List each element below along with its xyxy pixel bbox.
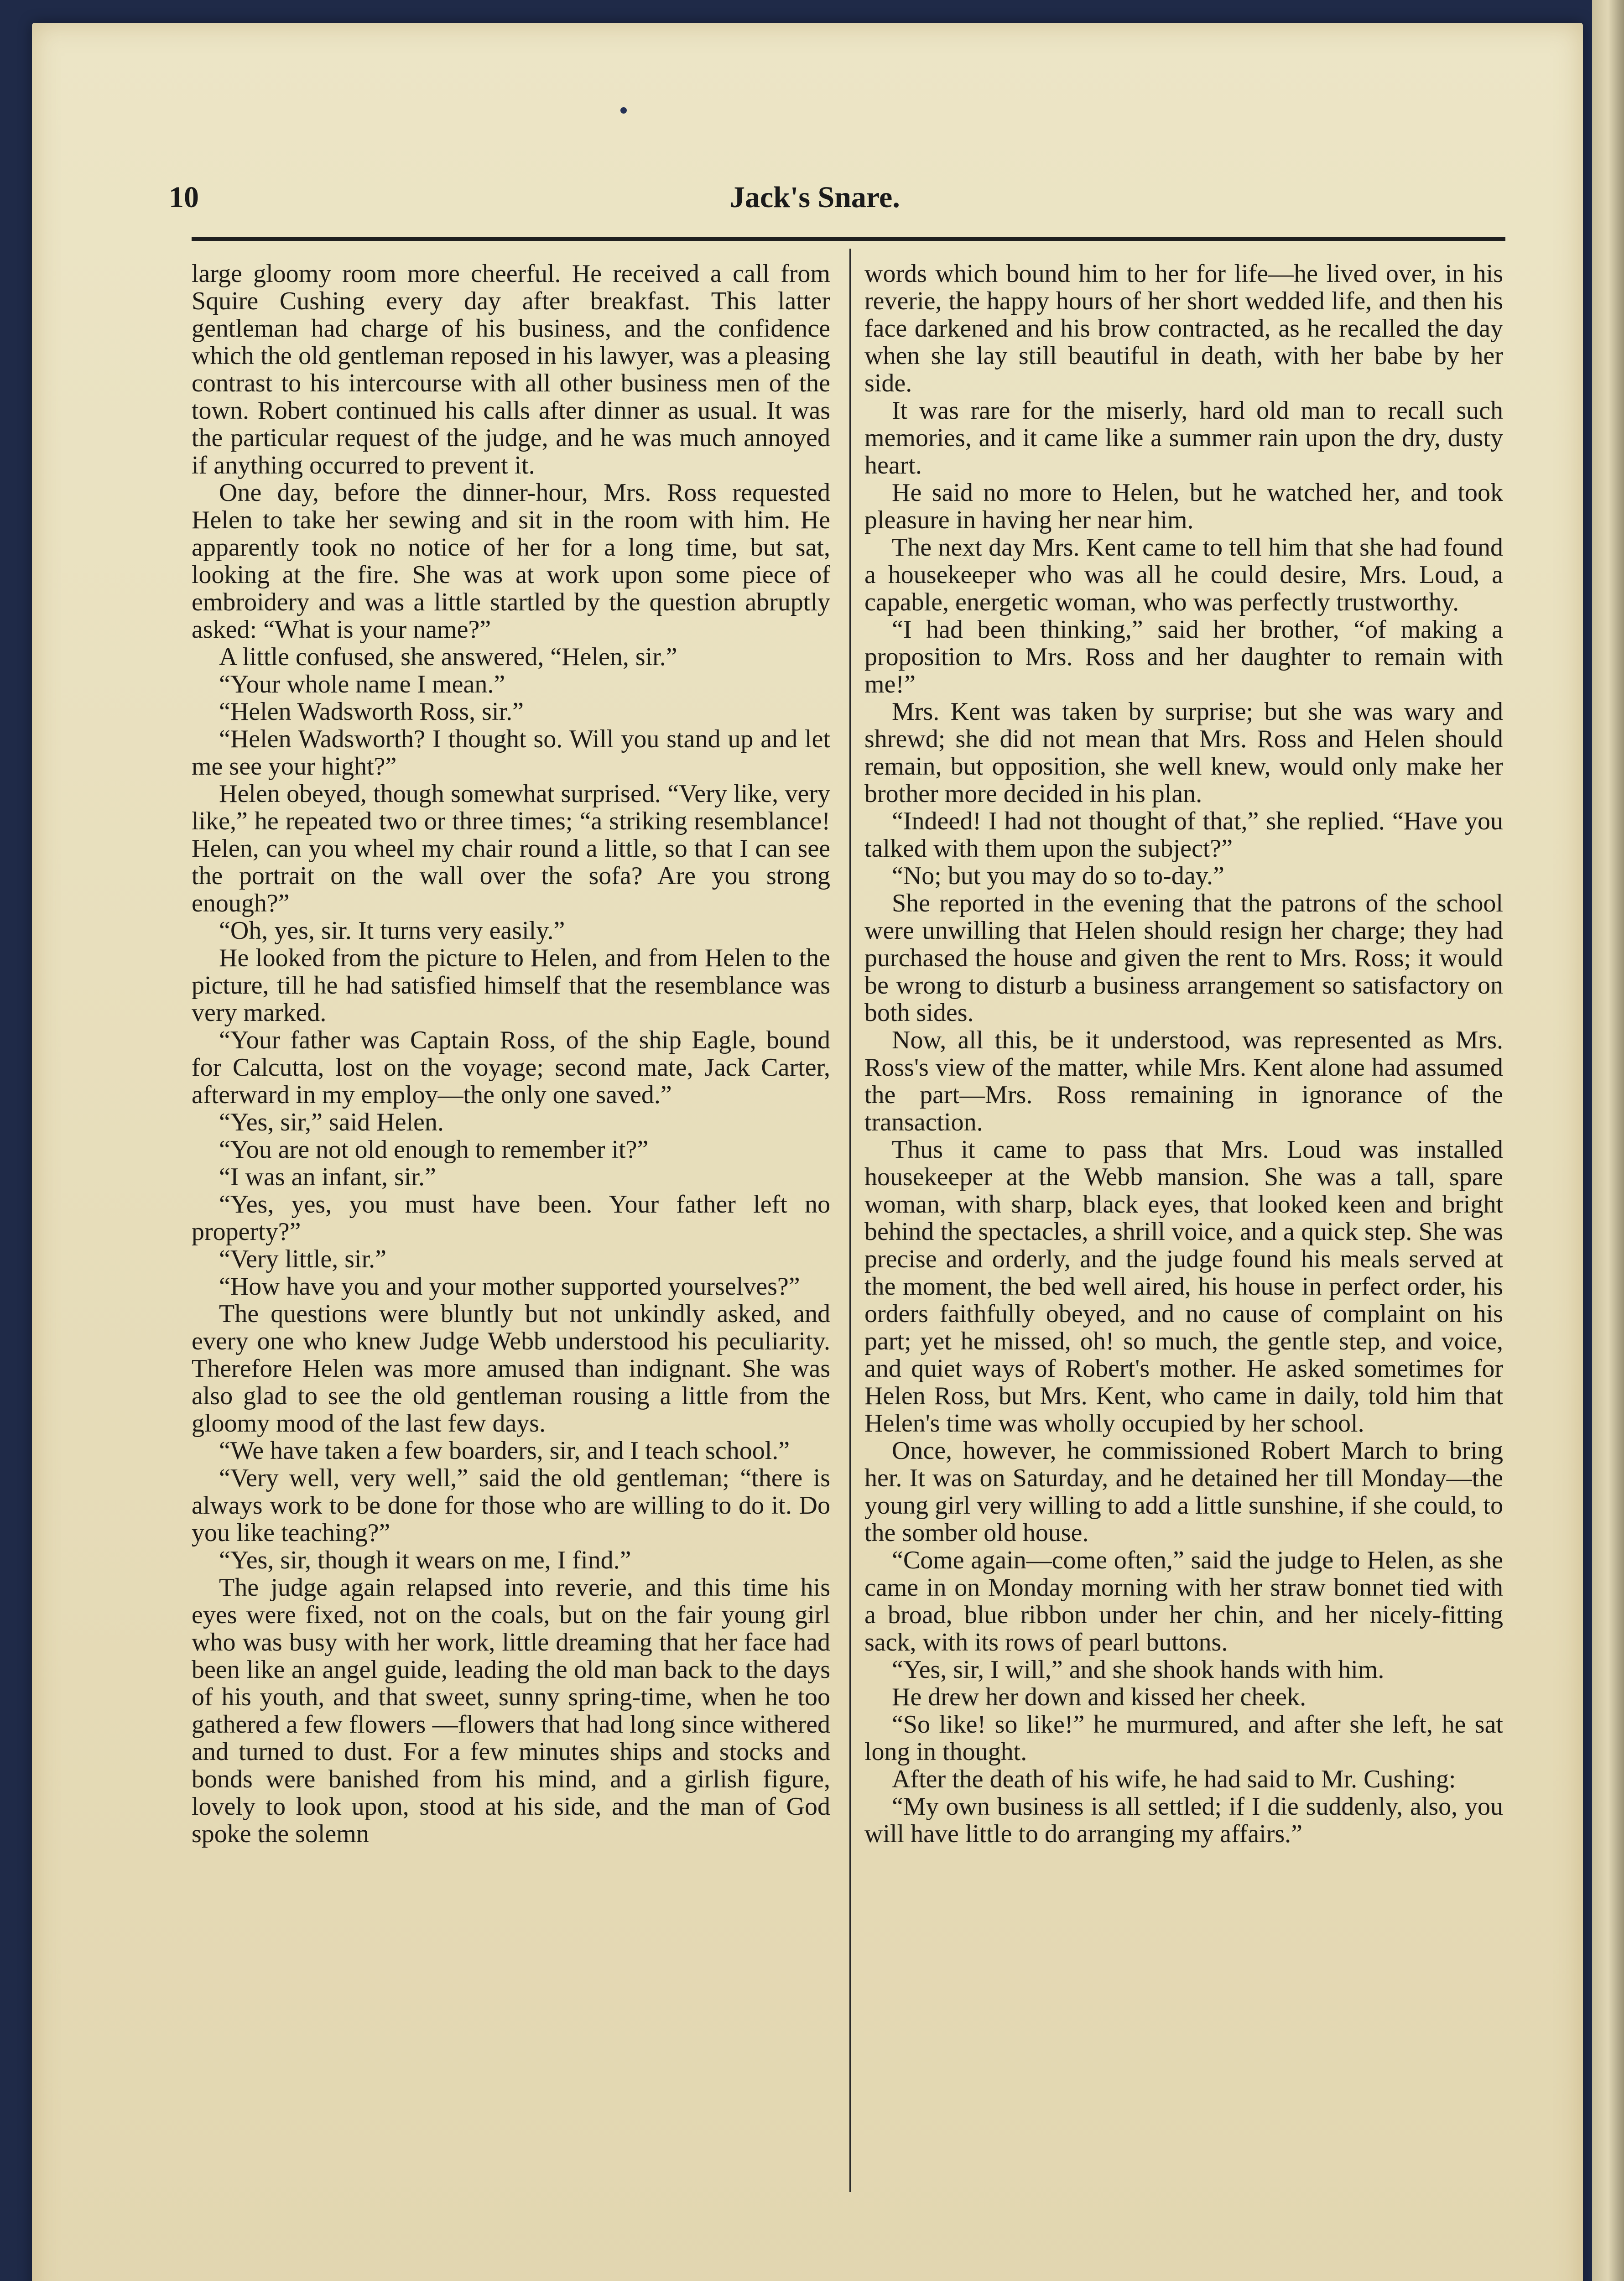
paragraph: “Helen Wadsworth? I thought so. Will you stand up and let me see your hight?” <box>192 725 830 781</box>
paragraph: It was rare for the miserly, hard old man to recall such memories, and it came like a summer rain upon the dry, dusty heart. <box>864 396 1503 479</box>
running-head-title: Jack's Snare. <box>730 181 900 214</box>
paragraph: The next day Mrs. Kent came to tell him that she had found a housekeeper who was all he could desire, Mrs. Loud, a capable, energetic woman, who was perfectly trustworthy. <box>864 533 1503 616</box>
paragraph: “My own business is all settled; if I die suddenly, also, you will have little to do arranging my affairs.” <box>864 1792 1503 1848</box>
paragraph: “I had been thinking,” said her brother, “of making a proposition to Mrs. Ross and her daughter to remain with me!” <box>864 615 1503 698</box>
paragraph: Now, all this, be it understood, was represented as Mrs. Ross's view of the matter, while Mrs. Kent alone had assumed the part—Mrs. Ross remaining in ignorance of the transaction. <box>864 1026 1503 1136</box>
paragraph: “Oh, yes, sir. It turns very easily.” <box>219 917 565 945</box>
paragraph: “So like! so like!” he murmured, and after she left, he sat long in thought. <box>864 1710 1503 1766</box>
paragraph: After the death of his wife, he had said to Mr. Cushing: <box>892 1765 1456 1793</box>
paragraph: He looked from the picture to Helen, and from Helen to the picture, till he had satisfied himself that the resemblance was very marked. <box>192 944 830 1027</box>
paragraph: “Helen Wadsworth Ross, sir.” <box>219 698 524 726</box>
paragraph: large gloomy room more cheerful. He received a call from Squire Cushing every day after breakfast. This latter gentleman had charge of his business, and the confidence which the old gentleman reposed in his lawyer, was a pleasing contrast to his intercourse with all other business men of the town. Robert continued his calls after dinner as usual. It was the particular request of the judge, and he was much annoyed if anything occurred to prevent it. <box>192 260 830 479</box>
paragraph: “No; but you may do so to-day.” <box>892 862 1224 890</box>
paragraph: “Indeed! I had not thought of that,” she replied. “Have you talked with them upon the subject?” <box>864 807 1503 863</box>
paragraph: “Yes, sir, I will,” and she shook hands with him. <box>892 1656 1385 1684</box>
paragraph: Helen obeyed, though somewhat surprised. “Very like, very like,” he repeated two or three times; “a striking resemblance! Helen, can you wheel my chair round a little, so that I can see the portrait on the wall over the sofa? Are you strong enough?” <box>192 780 830 917</box>
paragraph: Thus it came to pass that Mrs. Loud was installed housekeeper at the Webb mansion. She was a tall, spare woman, with sharp, black eyes, that looked keen and bright behind the spectacles, a shrill voice, and a quick step. She was precise and orderly, and the judge found his meals served at the moment, the bed well aired, his house in perfect order, his orders faithfully obeyed, and no cause of complaint on his part; yet he missed, oh! so much, the gentle step, and voice, and quiet ways of Robert's mother. He asked sometimes for Helen Ross, but Mrs. Kent, who came in daily, told him that Helen's time was wholly occupied by her school. <box>864 1135 1503 1437</box>
paragraph: “How have you and your mother supported yourselves?” <box>219 1272 800 1301</box>
right-text-column <box>864 260 1503 2199</box>
paragraph: “Yes, sir,” said Helen. <box>219 1108 444 1136</box>
paragraph: “You are not old enough to remember it?” <box>219 1135 649 1164</box>
paragraph: “Very little, sir.” <box>219 1245 387 1273</box>
paragraph: “Your father was Captain Ross, of the ship Eagle, bound for Calcutta, lost on the voyage; second mate, Jack Carter, afterward in my employ—the only one saved.” <box>192 1026 830 1109</box>
paragraph: He said no more to Helen, but he watched her, and took pleasure in having her near him. <box>864 479 1503 534</box>
paragraph: She reported in the evening that the patrons of the school were unwilling that Helen should resign her charge; they had purchased the house and given the rent to Mrs. Ross; it would be wrong to disturb a business arrangement so satisfactory on both sides. <box>864 889 1503 1027</box>
paragraph: “Yes, sir, though it wears on me, I find.” <box>219 1546 631 1574</box>
paragraph: words which bound him to her for life—he lived over, in his reverie, the happy hours of her short wedded life, and then his face darkened and his brow contracted, as he recalled the day when she lay still beautiful in death, with her babe by her side. <box>864 260 1503 397</box>
paragraph: “Very well, very well,” said the old gentleman; “there is always work to be done for those who are willing to do it. Do you like teaching?” <box>192 1464 830 1547</box>
paragraph: One day, before the dinner-hour, Mrs. Ross requested Helen to take her sewing and sit in the room with him. He apparently took no notice of her for a long time, but sat, looking at the fire. She was at work upon some piece of embroidery and was a little startled by the question abruptly asked: “What is your name?” <box>192 479 830 644</box>
header-rule <box>192 237 1505 241</box>
paragraph: “Yes, yes, you must have been. Your father left no property?” <box>192 1190 830 1246</box>
paragraph: The questions were bluntly but not unkindly asked, and every one who knew Judge Webb understood his peculiarity. Therefore Helen was more amused than indignant. She was also glad to see the old gentleman rousing a little from the gloomy mood of the last few days. <box>192 1300 830 1437</box>
paragraph: “Come again—come often,” said the judge to Helen, as she came in on Monday morning with her straw bonnet tied with a broad, blue ribbon under her chin, and her nicely-fitting sack, with its rows of pearl buttons. <box>864 1546 1503 1656</box>
paragraph: The judge again relapsed into reverie, and this time his eyes were fixed, not on the coals, but on the fair young girl who was busy with her work, little dreaming that her face had been like an angel guide, leading the old man back to the days of his youth, and that sweet, sunny spring-time, when he too gathered a few flowers —flowers that had long since withered and turned to dust. For a few minutes ships and stocks and bonds were banished from his mind, and a girlish figure, lovely to look upon, stood at his side, and the man of God spoke the solemn <box>192 1573 830 1848</box>
paragraph: He drew her down and kissed her cheek. <box>892 1683 1306 1711</box>
left-text-column <box>192 260 830 2199</box>
column-divider <box>849 249 851 2192</box>
ink-speck <box>620 107 627 114</box>
paragraph: “I was an infant, sir.” <box>219 1163 436 1191</box>
paragraph: Mrs. Kent was taken by surprise; but she was wary and shrewd; she did not mean that Mrs. Ross and Helen should remain, but opposition, she well knew, would only make her brother more decided in his plan. <box>864 698 1503 808</box>
page-spine-edge <box>1592 0 1624 2281</box>
paragraph: “Your whole name I mean.” <box>219 670 505 698</box>
paragraph: A little confused, she answered, “Helen, sir.” <box>219 643 677 671</box>
paragraph: “We have taken a few boarders, sir, and I teach school.” <box>219 1437 790 1465</box>
page-number: 10 <box>169 181 199 214</box>
paragraph: Once, however, he commissioned Robert March to bring her. It was on Saturday, and he detained her till Monday—the young girl very willing to add a little sunshine, if she could, to the somber old house. <box>864 1437 1503 1547</box>
